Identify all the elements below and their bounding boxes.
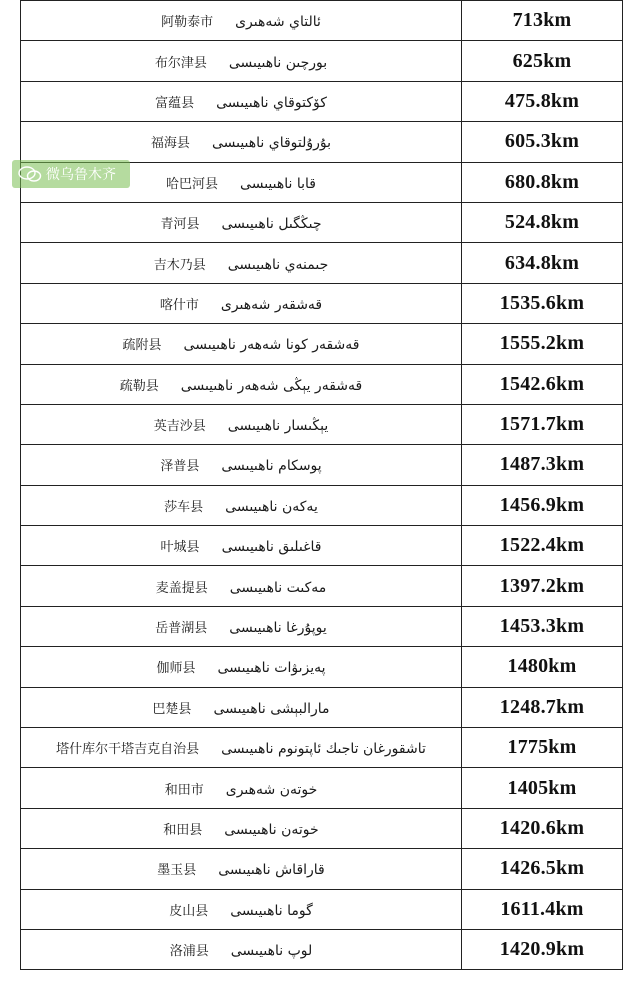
chinese-place-name: 富蕴县	[155, 95, 195, 111]
table-body	[21, 1, 623, 970]
place-cell	[21, 364, 462, 404]
table-row	[21, 445, 623, 485]
distance-cell: 680.8km	[462, 162, 623, 202]
place-cell	[21, 687, 462, 727]
chinese-place-name: 伽师县	[156, 661, 196, 677]
chat-bubbles-icon	[18, 166, 42, 182]
watermark-text: 微乌鲁木齐	[46, 167, 116, 183]
distance-cell: 1571.7km	[462, 404, 623, 444]
chinese-place-name: 阿勒泰市	[161, 15, 214, 31]
uyghur-place-name: جىمنەي ناھىيىسى	[227, 256, 329, 273]
uyghur-place-name: قاغىلىق ناھىيىسى	[221, 539, 322, 556]
distance-cell: 1775km	[462, 728, 623, 768]
uyghur-place-name: يوپۇرغا ناھىيىسى	[229, 620, 327, 637]
place-cell	[21, 526, 462, 566]
chinese-place-name: 哈巴河县	[166, 176, 219, 192]
distance-cell: 1555.2km	[462, 324, 623, 364]
distance-cell: 605.3km	[462, 122, 623, 162]
place-cell	[21, 606, 462, 646]
distance-cell: 475.8km	[462, 81, 623, 121]
place-cell	[21, 202, 462, 242]
place-cell	[21, 485, 462, 525]
distance-cell: 1426.5km	[462, 849, 623, 889]
place-cell	[21, 808, 462, 848]
place-cell	[21, 283, 462, 323]
place-cell	[21, 889, 462, 929]
table-row	[21, 687, 623, 727]
place-cell	[21, 404, 462, 444]
table-row	[21, 889, 623, 929]
chinese-place-name: 塔什库尔干塔吉克自治县	[56, 742, 200, 758]
place-cell	[21, 1, 462, 41]
place-cell	[21, 849, 462, 889]
table-row	[21, 324, 623, 364]
uyghur-place-name: مارالبېشى ناھىيىسى	[213, 700, 330, 717]
place-cell	[21, 122, 462, 162]
table-row	[21, 728, 623, 768]
uyghur-place-name: يېڭىسار ناھىيىسى	[227, 418, 329, 435]
place-cell	[21, 728, 462, 768]
chinese-place-name: 岳普湖县	[155, 621, 208, 637]
uyghur-place-name: يەكەن ناھىيىسى	[225, 498, 318, 515]
distance-cell: 1453.3km	[462, 606, 623, 646]
chinese-place-name: 和田市	[164, 782, 204, 798]
table-row	[21, 606, 623, 646]
table-row	[21, 808, 623, 848]
chinese-place-name: 莎车县	[164, 499, 204, 515]
distance-cell: 1487.3km	[462, 445, 623, 485]
table-row	[21, 849, 623, 889]
chinese-place-name: 英吉沙县	[153, 419, 206, 435]
uyghur-place-name: چىڭگىل ناھىيىسى	[221, 216, 322, 233]
chinese-place-name: 墨玉县	[157, 863, 197, 879]
uyghur-place-name: قەشقەر شەھىرى	[220, 296, 323, 313]
distance-cell: 625km	[462, 41, 623, 81]
place-cell	[21, 768, 462, 808]
uyghur-place-name: كۆكتوقاي ناھىيىسى	[216, 94, 327, 111]
chinese-place-name: 和田县	[163, 823, 203, 838]
table-row	[21, 929, 623, 969]
table-row	[21, 768, 623, 808]
distance-cell: 1420.9km	[462, 929, 623, 969]
table-row	[21, 122, 623, 162]
uyghur-place-name: پەيزىۋات ناھىيىسى	[217, 660, 326, 677]
distance-cell: 1480km	[462, 647, 623, 687]
table-row	[21, 202, 623, 242]
uyghur-place-name: گوما ناھىيىسى	[230, 902, 313, 919]
uyghur-place-name: قاراقاش ناھىيىسى	[218, 862, 325, 879]
place-cell	[21, 324, 462, 364]
distance-table-container	[20, 0, 620, 1000]
chinese-place-name: 布尔津县	[154, 55, 207, 71]
uyghur-place-name: لوپ ناھىيىسى	[230, 943, 313, 960]
place-cell	[21, 929, 462, 969]
distance-cell: 524.8km	[462, 202, 623, 242]
uyghur-place-name: خوتەن شەھىرى	[225, 781, 318, 798]
distance-cell: 713km	[462, 1, 623, 41]
table-row	[21, 566, 623, 606]
distance-cell: 1542.6km	[462, 364, 623, 404]
chinese-place-name: 福海县	[150, 136, 190, 152]
chinese-place-name: 疏附县	[122, 338, 162, 354]
place-cell	[21, 81, 462, 121]
uyghur-place-name: ئالتاي شەھىرى	[235, 14, 321, 31]
chinese-place-name: 泽普县	[160, 459, 200, 475]
chinese-place-name: 叶城县	[160, 540, 200, 556]
distance-cell: 1397.2km	[462, 566, 623, 606]
place-cell	[21, 566, 462, 606]
place-cell	[21, 647, 462, 687]
chinese-place-name: 麦盖提县	[155, 580, 208, 596]
uyghur-place-name: خوتەن ناھىيىسى	[224, 822, 319, 838]
table-row	[21, 485, 623, 525]
table-row	[21, 404, 623, 444]
uyghur-place-name: بورچىن ناھىيىسى	[228, 54, 328, 71]
table-row	[21, 526, 623, 566]
uyghur-place-name: قەشقەر يېڭى شەھەر ناھىيىسى	[180, 377, 363, 394]
table-row	[21, 1, 623, 41]
table-row	[21, 243, 623, 283]
distance-cell: 1522.4km	[462, 526, 623, 566]
uyghur-place-name: قەشقەر كونا شەھەر ناھىيىسى	[183, 337, 360, 354]
distance-cell: 1611.4km	[462, 889, 623, 929]
chinese-place-name: 吉木乃县	[153, 257, 206, 273]
uyghur-place-name: قابا ناھىيىسى	[240, 175, 316, 192]
distance-cell: 1456.9km	[462, 485, 623, 525]
distance-cell: 1248.7km	[462, 687, 623, 727]
uyghur-place-name: بۇرۇلتوقاي ناھىيىسى	[211, 135, 332, 152]
table-row	[21, 41, 623, 81]
distance-cell: 1420.6km	[462, 808, 623, 848]
distance-cell: 1405km	[462, 768, 623, 808]
table-row	[21, 283, 623, 323]
table-row	[21, 647, 623, 687]
place-cell	[21, 41, 462, 81]
place-cell	[21, 243, 462, 283]
chinese-place-name: 喀什市	[159, 297, 199, 313]
watermark	[12, 160, 130, 188]
chinese-place-name: 巴楚县	[152, 701, 192, 717]
table-row	[21, 81, 623, 121]
place-cell	[21, 445, 462, 485]
chinese-place-name: 洛浦县	[169, 944, 209, 960]
chinese-place-name: 皮山县	[169, 903, 209, 919]
uyghur-place-name: مەكىت ناھىيىسى	[229, 579, 327, 596]
uyghur-place-name: پوسكام ناھىيىسى	[221, 458, 322, 475]
table-row	[21, 364, 623, 404]
chinese-place-name: 青河县	[160, 217, 200, 233]
distance-cell: 634.8km	[462, 243, 623, 283]
chinese-place-name: 疏勒县	[119, 378, 159, 394]
uyghur-place-name: تاشقورغان تاجىك ئاپتونوم ناھىيىسى	[221, 741, 426, 758]
distance-cell: 1535.6km	[462, 283, 623, 323]
distance-table	[20, 0, 623, 970]
